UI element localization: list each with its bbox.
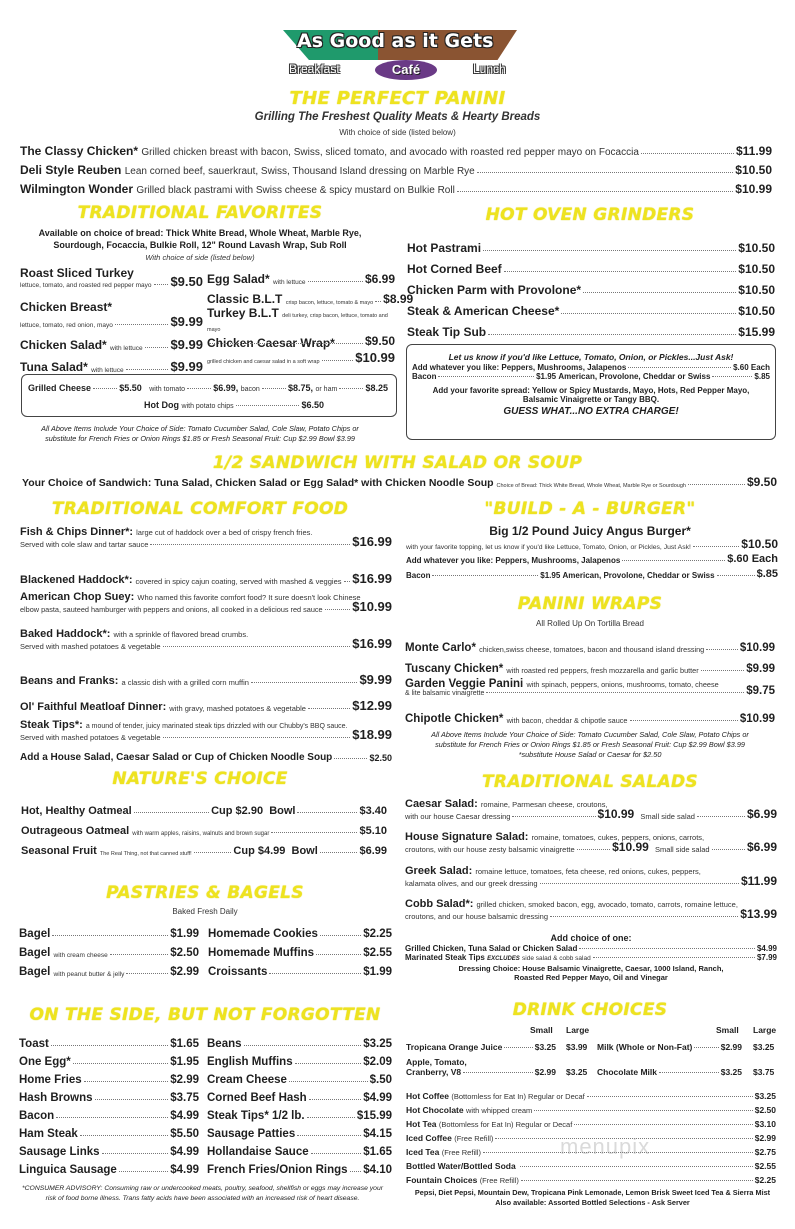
wraps-subtitle: All Rolled Up On Tortilla Bread [536, 619, 644, 628]
menu-item: Egg Salad* with lettuce $6.99 [207, 272, 395, 286]
hot-dog-row: Hot Dog with potato chips $6.50 [144, 400, 324, 410]
menu-item: Hot Pastrami $10.50 [407, 241, 775, 255]
menu-item: Steak Tip Sub $15.99 [407, 325, 775, 339]
menu-item: Croissants $1.99 [208, 966, 392, 978]
consumer-advisory: *CONSUMER ADVISORY: Consuming raw or undercooked meats, poultry, seafood, shellfish or eggs may increase your risk of food borne illness. Trans fatty acids have been associated with an increased risk of heart disease. [21, 1185, 383, 1202]
favorites-left-list [20, 266, 203, 374]
menu-item: The Classy Chicken* Grilled chicken breast with bacon, Swiss, sliced tomato, and avocado with roasted red pepper mayo on Focaccia $11.99 [20, 144, 772, 158]
menu-item: Hot Corned Beef $10.50 [407, 262, 775, 276]
menu-item: Cream Cheese $.50 [207, 1074, 392, 1086]
drink-item: Iced Tea (Free Refill) $2.75 [406, 1147, 776, 1157]
menu-item: Homemade Cookies $2.25 [208, 928, 392, 940]
menu-item: Tuscany Chicken* with roasted red peppers, fresh mozzarella and garlic butter $9.99 [405, 663, 775, 675]
salads-list [405, 798, 777, 931]
logo-title: As Good as it Gets [297, 30, 494, 52]
section-title-wraps: PANINI WRAPS [517, 594, 663, 614]
menu-item: Hash Browns $3.75 [19, 1092, 199, 1104]
menu-item: Chipotle Chicken* with bacon, cheddar & chipotle sauce $10.99 [405, 713, 775, 725]
grinders-list [407, 234, 775, 339]
menu-item: Tuna Salad* with lettuce $9.99 [20, 359, 203, 374]
pastries-right-list [208, 921, 392, 978]
menu-item: Monte Carlo* chicken,swiss cheese, tomatoes, bacon and thousand island dressing $10.99 [405, 642, 775, 654]
menu-item: Toast $1.65 [19, 1038, 199, 1050]
menu-item: Corned Beef Hash $4.99 [207, 1092, 392, 1104]
menu-item: Seasonal Fruit The Real Thing, not that canned stuff! Cup $4.99 Bowl $6.99 [21, 845, 388, 857]
drink-item: Fountain Choices (Free Refill) $2.25 [406, 1175, 776, 1185]
favorites-sides-note: All Above Items Include Your Choice of Side: Tomato Cucumber Salad, Cole Slaw, Potato Chips or substitute for French Fries or Onion Rings $1.85 or Fresh Seasonal Fruit: Cup $2.99 Bowl $3.99 [41, 424, 359, 443]
menu-item: Classic B.L.T crisp bacon, lettuce, tomato & mayo $8.99 [207, 292, 414, 306]
menu-item: American Chop Suey: Who named this favorite comfort food? It sure doesn't look Chinese elbow pasta, sauteed hamburger with peppers and onions, all cooked in a delicious red sauce $10.99 [20, 591, 392, 614]
section-title-half-sandwich: 1/2 SANDWICH WITH SALAD OR SOUP [212, 453, 583, 473]
drink-item: Bottled Water/Bottled Soda $2.55 [406, 1161, 776, 1171]
menu-item: Bagel with peanut butter & jelly $2.99 [19, 966, 199, 978]
section-title-comfort-food: TRADITIONAL COMFORT FOOD [51, 499, 349, 519]
wraps-list [405, 633, 775, 725]
section-title-panini: THE PERFECT PANINI [289, 88, 506, 109]
section-title-pastries: PASTRIES & BAGELS [106, 883, 304, 903]
menu-item: Sausage Links $4.99 [19, 1146, 199, 1158]
menu-item: Bagel $1.99 [19, 928, 199, 940]
section-title-nature: NATURE'S CHOICE [112, 769, 288, 789]
nature-list [21, 797, 387, 857]
section-title-sides: ON THE SIDE, BUT NOT FORGOTTEN [29, 1005, 381, 1025]
menu-item: House Signature Salad: romaine, tomatoes, cukes, peppers, onions, carrots, croutons, with our house zesty balsamic vinaigrette $10.99 Small side salad $6.99 [405, 831, 778, 854]
menu-item: Bagel with cream cheese $2.50 [19, 947, 199, 959]
menu-item: Chicken Breast* lettuce, tomato, red onion, mayo $9.99 [20, 300, 203, 329]
section-title-grinders: HOT OVEN GRINDERS [485, 205, 695, 225]
salad-addons: Add choice of one: Grilled Chicken, Tuna Salad or Chicken Salad $4.99 Marinated Steak Tips EXCLUDES side salad & cobb salad $7.99 Dressing Choice: House Balsamic Vinaigrette, Caesar, 1000 Island, Ranch, Roasted Red Pepper Mayo, Oil and Vinegar [405, 933, 777, 982]
panini-list [20, 139, 772, 196]
menu-item: Wilmington Wonder Grilled black pastrami with Swiss cheese & spicy mustard on Bulkie Roll $10.99 [20, 182, 772, 196]
drink-item: Hot Chocolate with whipped cream $2.50 [406, 1105, 776, 1115]
drinks-size-headers: Small Large Small Large [530, 1025, 777, 1035]
menu-item: Ol' Faithful Meatloaf Dinner: with gravy, mashed potatoes & vegetable $12.99 [20, 698, 392, 713]
menu-item: Caesar Salad: romaine, Parmesan cheese, croutons, with our house Caesar dressing $10.99 Small side salad $6.99 [405, 798, 777, 821]
menu-item: Cobb Salad*: grilled chicken, smoked bacon, egg, avocado, tomato, carrots, romaine lettuce, croutons, and our house balsamic dressing $13.99 [405, 898, 777, 921]
cafe-logo [283, 22, 517, 84]
burger-details: with your favorite topping, let us know if you'd like Lettuce, Tomato, Onion, or Pickles, Just Ask! $10.50 Add whatever you like: Peppers, Mushrooms, Jalapenos $.60 Each Bacon $1.95 American, Provolone, Cheddar or Swiss $.85 [406, 537, 778, 580]
menu-item: Beans $3.25 [207, 1038, 392, 1050]
drink-row: Tropicana Orange Juice $3.25 $3.99 Milk (Whole or Non-Fat) $2.99 $3.25 [406, 1042, 775, 1052]
section-title-burger: "BUILD - A - BURGER" [484, 499, 696, 519]
logo-lunch: Lunch [473, 62, 506, 76]
menu-item: Home Fries $2.99 [19, 1074, 199, 1086]
favorites-note: With choice of side (listed below) [145, 253, 255, 262]
bread-options: Available on choice of bread: Thick White Bread, Whole Wheat, Marble Rye, Sourdough, Focaccia, Bulkie Roll, 12" Round Lavash Wrap, Sub Roll [38, 228, 362, 250]
menu-item: Steak Tips*: a mound of tender, juicy marinated steak tips drizzled with our Chubby's BBQ sauce. Served with mashed potatoes & vegetable $18.99 [20, 719, 392, 742]
menu-item: Garden Veggie Panini with spinach, peppers, onions, mushrooms, tomato, cheese & lite balsamic vinaigrette $9.75 [405, 678, 775, 697]
menu-item: Fish & Chips Dinner*: large cut of haddock over a bed of crispy french fries. Served with cole slaw and tartar sauce $16.99 [20, 526, 392, 549]
drinks-sized [406, 1025, 776, 1079]
menu-item: Steak & American Cheese* $10.50 [407, 304, 775, 318]
menu-item: Homemade Muffins $2.55 [208, 947, 392, 959]
menu-item: Hot, Healthy Oatmeal Cup $2.90 Bowl $3.40 [21, 805, 387, 817]
comfort-addon: Add a House Salad, Caesar Salad or Cup of Chicken Noodle Soup $2.50 [20, 752, 392, 763]
menu-item: Chicken Caesar Wrap* grilled chicken and caesar salad in a soft wrap $10.99 [207, 336, 395, 365]
logo-breakfast: Breakfast [289, 62, 340, 76]
fountain-list: Pepsi, Diet Pepsi, Mountain Dew, Tropicana Pink Lemonade, Lemon Brisk Sweet Iced Tea & Sierra Mist Also available: Assorted Bottled Selections - Ask Server [414, 1188, 771, 1207]
section-title-salads: TRADITIONAL SALADS [482, 772, 698, 792]
menu-item: Chicken Parm with Provolone* $10.50 [407, 283, 775, 297]
pastries-left-list [19, 921, 199, 978]
half-sandwich-row: Your Choice of Sandwich: Tuna Salad, Chicken Salad or Egg Salad* with Chicken Noodle Soup Choice of Bread: Thick White Bread, Whole Wheat, Marble Rye or Sourdough $9.50 [22, 475, 777, 489]
section-title-drinks: DRINK CHOICES [512, 1000, 668, 1020]
sides-left-list [19, 1032, 199, 1176]
menu-item: Hollandaise Sauce $1.65 [207, 1146, 392, 1158]
menu-item: Ham Steak $5.50 [19, 1128, 199, 1140]
sides-right-list [207, 1032, 392, 1176]
menu-item: Greek Salad: romaine lettuce, tomatoes, feta cheese, red onions, cukes, peppers, kalamata olives, and our greek dressing $11.99 [405, 865, 777, 888]
menu-item: Bacon $4.99 [19, 1110, 199, 1122]
menu-item: Outrageous Oatmeal with warm apples, raisins, walnuts and brown sugar $5.10 [21, 825, 387, 837]
menu-item: Blackened Haddock*: covered in spicy cajun coating, served with mashed & veggies $16.99 [20, 571, 392, 586]
menu-item: Deli Style Reuben Lean corned beef, sauerkraut, Swiss, Thousand Island dressing on Marble Rye $10.50 [20, 163, 772, 177]
grilled-cheese-box [21, 374, 397, 417]
drink-item: Hot Tea (Bottomless for Eat In) Regular or Decaf $3.10 [406, 1119, 776, 1129]
drink-item: Hot Coffee (Bottomless for Eat In) Regular or Decaf $3.25 [406, 1091, 776, 1101]
menu-item: Baked Haddock*: with a sprinkle of flavored bread crumbs. Served with mashed potatoes & vegetable $16.99 [20, 628, 392, 651]
drink-item: Iced Coffee (Free Refill) $2.99 [406, 1133, 776, 1143]
menu-item: English Muffins $2.09 [207, 1056, 392, 1068]
wraps-sides-note: All Above Items Include Your Choice of Side: Tomato Cucumber Salad, Cole Slaw, Potato Chips or substitute for French Fries or Onion Rings $1.85 or Fresh Seasonal Fruit: Cup $2.99 Bowl $3.99 *substitute House Salad or Caesar for $2.50 [431, 730, 749, 759]
favorites-right-list [207, 266, 414, 366]
pastries-subtitle: Baked Fresh Daily [172, 907, 238, 916]
comfort-list [20, 526, 392, 763]
menu-item: Linguica Sausage $4.99 [19, 1164, 199, 1176]
section-title-traditional-favorites: TRADITIONAL FAVORITES [77, 203, 323, 223]
grilled-cheese-row: Grilled Cheese $5.50 with tomato $6.99, bacon $8.75, or ham $8.25 [28, 383, 388, 393]
menu-item: Steak Tips* 1/2 lb. $15.99 [207, 1110, 392, 1122]
drink-row: Apple, Tomato, Cranberry, V8 $2.99 $3.25 Chocolate Milk $3.25 $3.75 [406, 1057, 775, 1077]
panini-subtitle: Grilling The Freshest Quality Meats & Hearty Breads [254, 111, 541, 123]
burger-name: Big 1/2 Pound Juicy Angus Burger* [489, 524, 691, 538]
panini-note: With choice of side (listed below) [339, 128, 456, 137]
logo-cafe-oval: Café [375, 60, 437, 80]
grinders-options-box: Let us know if you'd like Lettuce, Tomato, Onion, or Pickles...Just Ask! Add whatever you like: Peppers, Mushrooms, Jalapenos $.60 Each Bacon $1.95 American, Provolone, Cheddar or Swiss $.85 Add your favorite spread: Yellow or Spicy Mustards, Mayo, Hots, Red Pepper Mayo, Balsamic Vinaigrette or Tangy BBQ. GUESS WHAT...NO EXTRA CHARGE! [406, 344, 776, 440]
menu-item: French Fries/Onion Rings $4.10 [207, 1164, 392, 1176]
menu-item: Turkey B.L.T deli turkey, crisp bacon, lettuce, tomato and mayo $9.50 [207, 306, 395, 348]
menu-item: Sausage Patties $4.15 [207, 1128, 392, 1140]
watermark: menupix [560, 1134, 651, 1159]
menu-item: Roast Sliced Turkey lettuce, tomato, and roasted red pepper mayo $9.50 [20, 266, 203, 289]
menu-item: One Egg* $1.95 [19, 1056, 199, 1068]
menu-item: Chicken Salad* with lettuce $9.99 [20, 337, 203, 352]
menu-item: Beans and Franks: a classic dish with a grilled corn muffin $9.99 [20, 672, 392, 687]
